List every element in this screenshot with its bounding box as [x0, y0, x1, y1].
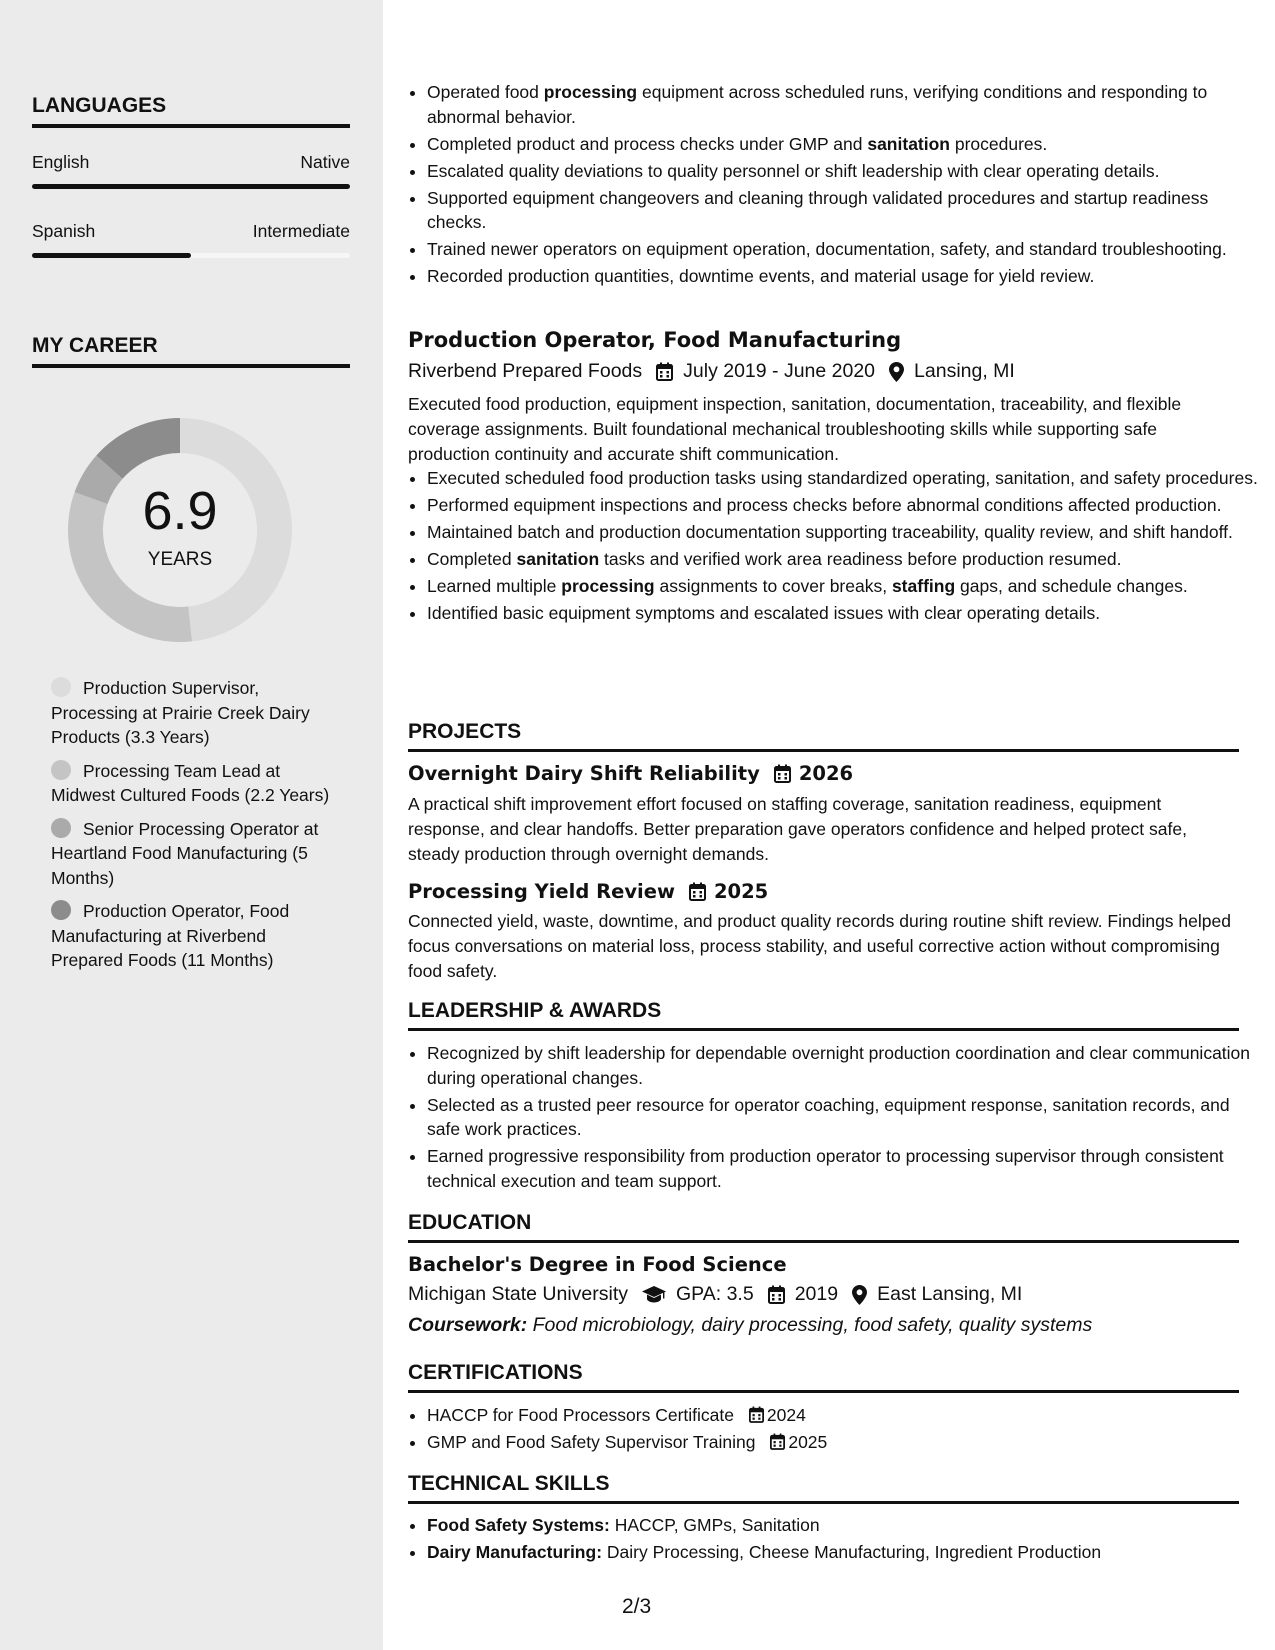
certifications-heading: CERTIFICATIONS — [408, 1361, 1239, 1393]
list-item: • Selected as a trusted peer resource for operator coaching, equipment response, sanitation records, and safe work practices. — [427, 1093, 1267, 1142]
graduation-year: 2019 — [794, 1283, 839, 1305]
certifications-list — [408, 1403, 1267, 1457]
legend-text: Senior Processing Operator at Heartland Food Manufacturing (5 Months) — [51, 818, 319, 888]
skills-list — [408, 1513, 1267, 1567]
job-company: Riverbend Prepared Foods — [408, 360, 643, 382]
language-bar-spanish — [32, 253, 350, 258]
list-item: • Completed product and process checks under GMP and sanitation procedures. — [427, 132, 1267, 157]
graduation-cap-icon — [642, 1286, 666, 1303]
list-item: • Executed scheduled food production tasks using standardized operating, sanitation, and safety procedures. — [427, 466, 1267, 491]
language-row-english — [32, 152, 350, 173]
legend-text: Processing Team Lead at Midwest Cultured Foods (2.2 Years) — [51, 760, 330, 805]
list-item: • Learned multiple processing assignments to cover breaks, staffing gaps, and schedule changes. — [427, 574, 1267, 599]
project-description: A practical shift improvement effort focused on staffing coverage, sanitation readiness, equipment response, and clear handoffs. Better preparation gave operators confidence and helped protect safe, steady production through overnight demands. — [408, 794, 1187, 864]
career-total-unit: YEARS — [147, 549, 213, 570]
list-item: • Identified basic equipment symptoms and escalated issues with clear operating details. — [427, 601, 1267, 626]
list-item: • Completed sanitation tasks and verified work area readiness before production resumed. — [427, 547, 1267, 572]
list-item: • GMP and Food Safety Supervisor Training 2025 — [427, 1430, 1267, 1455]
job-dates: July 2019 - June 2020 — [683, 360, 876, 382]
language-row-spanish — [32, 221, 350, 242]
list-item: • Trained newer operators on equipment operation, documentation, safety, and standard troubleshooting. — [427, 237, 1267, 262]
career-heading: MY CAREER — [32, 334, 350, 368]
list-item: • Supported equipment changeovers and cleaning through validated procedures and startup readiness checks. — [427, 186, 1267, 235]
coursework-label: Coursework: — [408, 1314, 528, 1336]
sidebar — [0, 0, 383, 1650]
language-bar-english — [32, 184, 350, 189]
language-name: English — [32, 152, 90, 172]
legend-text: Production Supervisor, Processing at Prairie Creek Dairy Products (3.3 Years) — [51, 678, 310, 747]
leadership-heading: LEADERSHIP & AWARDS — [408, 999, 1239, 1031]
project-name: Processing Yield Review — [408, 880, 675, 903]
job-meta — [408, 360, 1015, 383]
calendar-icon — [768, 1285, 785, 1304]
project-year: 2025 — [713, 880, 769, 903]
career-legend-item — [51, 899, 336, 973]
calendar-icon — [689, 882, 706, 901]
legend-dot — [51, 900, 71, 920]
career-legend-item — [51, 817, 336, 891]
list-item: • Recognized by shift leadership for dependable overnight production coordination and clear communication during operational changes. — [427, 1041, 1267, 1090]
list-item: • Recorded production quantities, downtime events, and material usage for yield review. — [427, 264, 1267, 289]
language-name: Spanish — [32, 221, 96, 241]
list-item: • Food Safety Systems: HACCP, GMPs, Sanitation — [427, 1513, 1267, 1538]
languages-heading: LANGUAGES — [32, 94, 350, 128]
project-title — [408, 762, 853, 785]
career-legend-item — [51, 759, 336, 808]
project-year: 2026 — [798, 762, 854, 785]
job-summary: Executed food production, equipment inspection, sanitation, documentation, traceability, and flexible coverage assignments. Built foundational mechanical troubleshooting skills while supporting safe production continuity and accurate shift communication. — [408, 394, 1182, 464]
map-pin-icon — [889, 362, 904, 382]
job-location: Lansing, MI — [914, 360, 1015, 382]
career-legend-item — [51, 676, 336, 750]
calendar-icon — [770, 1433, 785, 1450]
project-title — [408, 880, 768, 903]
list-item: • Performed equipment inspections and process checks before abnormal conditions affected production. — [427, 493, 1267, 518]
legend-dot — [51, 760, 71, 780]
school-location: East Lansing, MI — [877, 1283, 1023, 1305]
project-name: Overnight Dairy Shift Reliability — [408, 762, 760, 785]
language-level: Intermediate — [252, 221, 350, 241]
education-meta — [408, 1283, 1022, 1306]
school-name: Michigan State University — [408, 1283, 629, 1305]
coursework — [408, 1314, 1092, 1337]
list-item: • Earned progressive responsibility from production operator to processing supervisor through consistent technical execution and team support. — [427, 1144, 1267, 1193]
list-item: • HACCP for Food Processors Certificate 2024 — [427, 1403, 1267, 1428]
legend-dot — [51, 818, 71, 838]
career-total-years: 6.9 — [142, 481, 218, 541]
language-bar-fill — [32, 184, 350, 189]
job-title: Production Operator, Food Manufacturing — [408, 328, 902, 352]
education-heading: EDUCATION — [408, 1211, 1239, 1243]
coursework-text: Food microbiology, dairy processing, food safety, quality systems — [527, 1314, 1093, 1336]
degree-title: Bachelor's Degree in Food Science — [408, 1253, 787, 1276]
projects-heading: PROJECTS — [408, 720, 1239, 752]
list-item: • Maintained batch and production documentation supporting traceability, quality review, and shift handoff. — [427, 520, 1267, 545]
calendar-icon — [774, 764, 791, 783]
legend-dot — [51, 677, 71, 697]
career-legend — [51, 676, 336, 982]
language-level: Native — [300, 152, 350, 172]
previous-job-bullets — [408, 80, 1267, 291]
calendar-icon — [749, 1406, 764, 1423]
language-bar-fill — [32, 253, 191, 258]
page-number: 2/3 — [622, 1595, 652, 1618]
gpa: GPA: 3.5 — [676, 1283, 754, 1305]
job-bullets — [408, 466, 1267, 628]
calendar-icon — [656, 362, 673, 381]
leadership-list — [408, 1041, 1267, 1196]
list-item: • Dairy Manufacturing: Dairy Processing, Cheese Manufacturing, Ingredient Production — [427, 1540, 1267, 1565]
legend-text: Production Operator, Food Manufacturing at Riverbend Prepared Foods (11 Months) — [51, 901, 290, 970]
project-description: Connected yield, waste, downtime, and product quality records during routine shift review. Findings helped focus conversations on material loss, process stability, and useful corrective action without compromising food safety. — [408, 911, 1231, 981]
list-item: • Operated food processing equipment across scheduled runs, verifying conditions and responding to abnormal behavior. — [427, 80, 1267, 129]
map-pin-icon — [852, 1285, 867, 1305]
skills-heading: TECHNICAL SKILLS — [408, 1472, 1239, 1504]
list-item: • Escalated quality deviations to quality personnel or shift leadership with clear operating details. — [427, 159, 1267, 184]
